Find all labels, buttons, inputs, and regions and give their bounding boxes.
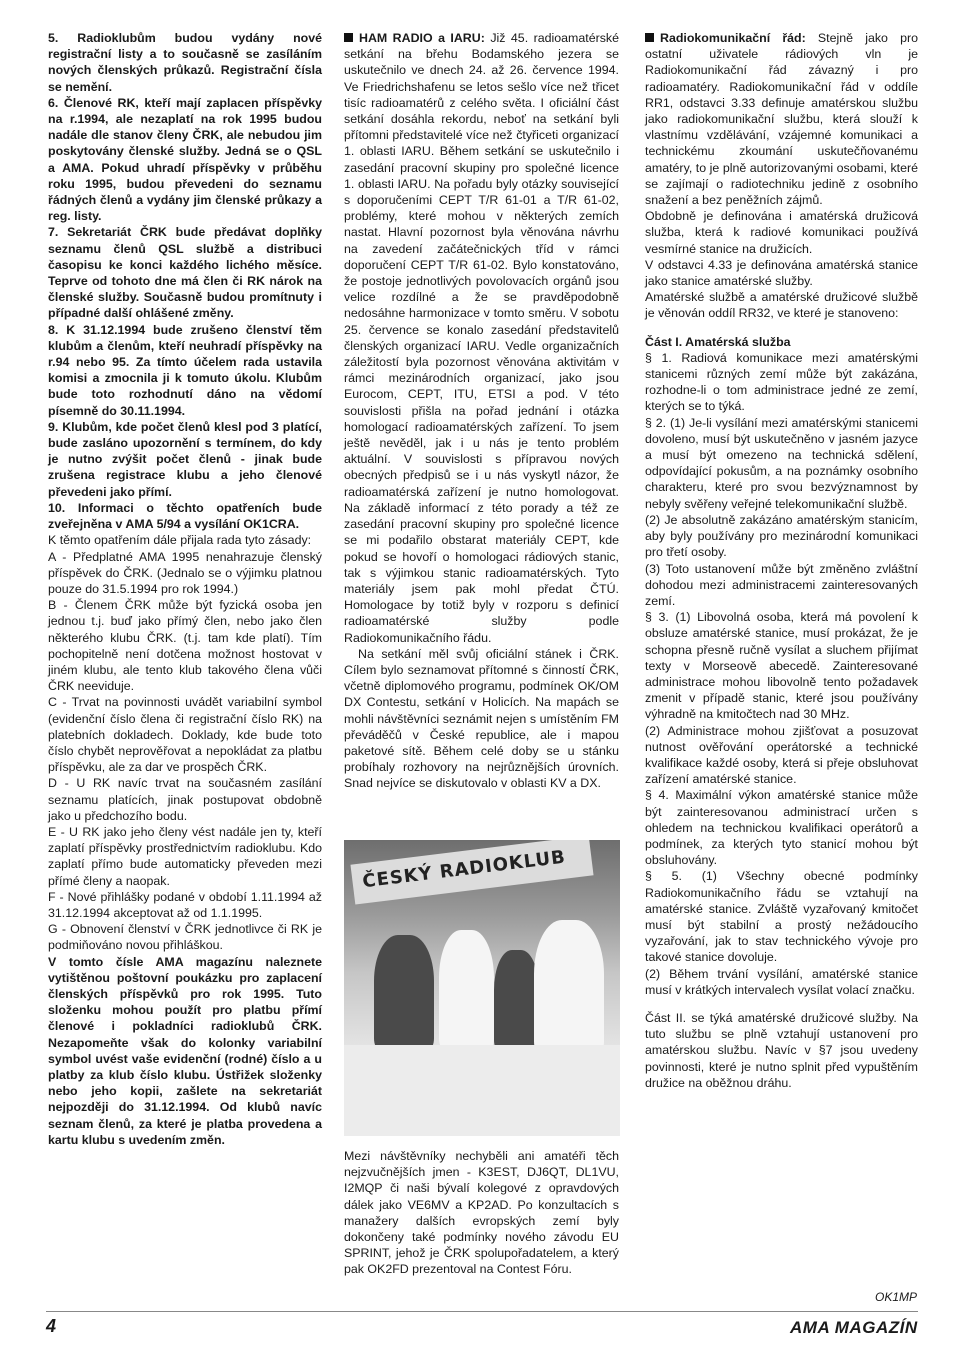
ham-radio-para-1: Již 45. radioamatérské setkání na břehu Bodamského jezera se uskutečnilo ve dnech 24. až 26. července 1994. Ve Friedrichshafenu se letos sešlo více než třicet tisíc radioamatérů z celého světa. I oficiální část setkání dosáhla rekordu, neboť na setkání byli přítomni představitelé více než čtyřiceti organizací 1. oblasti IARU. Během setkání se uskutečnilo i zasedání pracovní skupiny pro společné licence 1. oblasti IARU. Na pořadu byly otázky související s doporučeními CEPT T/R 61-01 a T/R 61-02, problémy, které mohou v některých zemích nastat. Hlavní pozornost byla věnována návrhu na zavedení začátečnických tříd v rámci doporučení CEPT T/R 61-02. Bylo konstatováno, že postoje jednotlivých povolovacích orgánů jsou velice rozdílné a že se pravděpodobně nedosáhne harmonizace v tomto směru. V sobotu 25. července se konalo zasedání představitelů členských organizací IARU. Vedle organizačních záležitostí byla pozornost věnována aktivitám v rámci mezinárodních organizací, jako jsou Eurocom, CEPT, ITU, ETSI a pod. V této souvislosti přišla na pořad jednání i otázka homologací radioamatérských zařízení. To jsem ještě nevěděl, jak i u nás je tento problém aktuální. V souvislosti s přípravou nových obecných předpisů se i u nás vyskytl názor, že radioamatérská zařízení je nutno homologovat. Na základě informací z této porady a též ze zasedání pracovní skupiny pro společné licence se mi podařilo obstarat materiály CEPT, kde pokud se hovoří o homologaci rádiových stanic, tak s výjimkou stanic radioamatérských. Tyto materiály jsem pak mohl předat ČTÚ. Homologace by totiž byly v rozporu s definicí radioamatérské služby podle Radiokomunikačního řádu. xyxy=(344,31,619,645)
column-middle xyxy=(344,30,619,792)
rr-heading: Radiokomunikační řád: xyxy=(660,31,806,45)
col1-paragraph: V tomto čísle AMA magazínu naleznete vytištěnou poštovní poukázku pro zaplacení členských příspěvků pro rok 1995. Tuto složenku mohou použít pro platbu přímí členové i pokladníci radioklubů ČRK. Nezapomeňte však do kolonky variabilní symbol uvést vaše evidenční (rodné) číslo a u platby za klub číslo klubu. Ústřižek složenky nebo jeho kopii, zašlete na sekretariát nejpozději do 31.12.1994. Od klubů navíc seznam členů, za které je platba provedena a kartu klubu s uvedením změn. xyxy=(48,954,322,1147)
footer-rule xyxy=(46,1311,918,1312)
col1-paragraph: 10. Informaci o těchto opatřeních bude zveřejněna v AMA 5/94 a vysílání OK1CRA. xyxy=(48,500,322,532)
rr-paragraph: § 3. (1) Libovolná osoba, která má povolení k obsluze amatérské stanice, musí prokázat, že je schopna přesně ručně vysílat a sluchem přijímat texty v Morseově abecedě. Zainteresované administrace mohou libovolně tento požadavek zmenit v případě stanic, které jsou používány výhradně na kmitočtech nad 30 MHz. xyxy=(645,610,918,722)
col1-paragraph: 7. Sekretariát ČRK bude předávat doplňky seznamu členů QSL službě a distribuci časopisu ke konci každého lichého měsíce. Teprve od tohoto dne má člen či RK nárok na členské služby. Současně budou promítnuty i případné další ohlášené změny. xyxy=(48,225,322,321)
column-left xyxy=(48,30,322,1148)
ham-radio-para-2: Na setkání měl svůj oficiální stánek i ČRK. Cílem bylo seznamovat přítomné s činností ČRK, včetně diplomového programu, podmínek OK/OM DX Contestu, setkání v Holicích. Na mapách se mohli návštěvníci seznámit nejen s umístěním FM převáděčů v České republice, ale i mapou paketové sítě. Během celé doby se u stánku probíhaly rozhovory na nejrůznějších úrovních. Snad nejvíce se diskutovalo v oblasti KV a DX. xyxy=(344,646,619,791)
col1-paragraph: K těmto opatřením dále přijala rada tyto zásady: xyxy=(48,533,312,548)
col1-paragraph: C - Trvat na povinnosti uvádět variabilní symbol (evidenční číslo člena či registrační číslo RK) na platebních dokladech. Doklady, kde bude toto číslo chybět neprověřovat a nepokládat za platbu příspěvku, ale za dar ve prospěch ČRK. xyxy=(48,695,322,775)
ham-radio-heading: HAM RADIO a IARU: xyxy=(359,31,485,45)
rr-paragraph: Část II. se týká amatérské družicové služby. Na tuto službu se plně vztahují ustanovení pro amatérskou službu. Navíc v §7 jsou uvedeny povinnosti, které je nutno splnit před vypuštěním družice na oběžnou dráhu. xyxy=(645,1010,918,1090)
col1-paragraph: 9. Klubům, kde počet členů klesl pod 3 platící, bude zasláno upozornění s termínem, do kdy je nutno zvýšit počet členů - jinak bude zrušena registrace klubu a jeho členové převedeni jako přímí. xyxy=(48,419,322,499)
rr-paragraph: § 1. Radiová komunikace mezi amatérskými stanicemi různých zemí může být zakázána, rozhodne-li o tom administrace jedné ze zemí, kterých se to týká. xyxy=(645,350,918,414)
col1-paragraph: A - Předplatné AMA 1995 nenahrazuje členský příspěvek do ČRK. (Jednalo se o výjimku platnou pouze do 31.5.1994 pro rok 1994.) xyxy=(48,549,322,596)
col1-paragraph: 6. Členové RK, kteří mají zaplacen příspěvky na r.1994, ale nezaplatí na rok 1995 budou nadále dle stanov členy ČRK, ale nebudou jim poskytovány členské služby. Jedná se o QSL a AMA. Pokud uhradí příspěvky v průběhu roku 1995, budou převedeni do seznamu řádných členů a vydány jim členské průkazy a reg. listy. xyxy=(48,95,322,224)
col1-paragraph: 5. Radioklubům budou vydány nové registrační listy a to současně se zasíláním nových členských průkazů. Registrační čísla se nemění. xyxy=(48,31,322,94)
rr-paragraph: (2) Během trvání vysílání, amatérské stanice musí v krátkých intervalech vysílat volací značku. xyxy=(645,966,918,997)
rr-paragraph: Obdobně je definována i amatérská družicová služba, která k radiové komunikaci používá vesmírné stanice na družicích. xyxy=(645,209,918,256)
page-number: 4 xyxy=(46,1316,57,1336)
col1-paragraph: F - Nové přihlášky podané v období 1.11.1994 až 31.12.1994 akceptovat až od 1.1.1995. xyxy=(48,889,322,920)
col1-paragraph: 8. K 31.12.1994 bude zrušeno členství těm klubům a členům, kteří neuhradí příspěvky na r.94 nebo 95. Za tímto účelem rada ustavila komisi a zmocnila ji k tomuto úkolu. Klubům bude toto rozhodnutí dáno na vědomí písemně do 30.11.1994. xyxy=(48,322,322,418)
rr-intro xyxy=(645,30,918,208)
rr-paragraph: (3) Toto ustanovení může být změněno zvláštní dohodou mezi administracemi zainteresovaných zemí. xyxy=(645,561,918,608)
rr-paragraph: § 2. (1) Je-li vysílání mezi amatérskými stanicemi dovoleno, musí být uskutečněno v jasném jazyce a musí být omezeno na technická sdělení, odpovídající pokusům, a na poznámky osobního charakteru, které pro svou bezvýznamnost by nebyly svěřeny veřejné telekomunikační službě. xyxy=(645,415,918,511)
booth-photo xyxy=(344,840,620,1136)
col1-paragraph: E - U RK jako jeho členy vést nadále jen ty, kteří zaplatí příspěvky prostřednictvím radioklubu. Kdo zaplatí přímo bude automaticky převeden mezi přímé členy a naopak. xyxy=(48,824,322,888)
col1-paragraph: B - Členem ČRK může být fyzická osoba jen jednou t.j. buď jako přímý člen, nebo jako člen některého klubu ČRK. (t.j. tam kde platí). Tím pochopitelně není dotčena možnost hostovat v jiném klubu, ale tento klub takového člena vůči ČRK neeviduje. xyxy=(48,598,322,694)
rr-intro-text: Stejně jako pro ostatní uživatele rádiových vln je Radiokomunikační řád závazný i pro radioamatéry. Radiokomunikační řád v oddíle RR1, odstavci 3.33 definuje amatérskou službu jako radiokomunikační službu, která slouží k vlastnímu vzdělávání, vzájemné komunikaci a technickému zkoumání uskutečňovanému amatéry, to je plně autorizovanými osobami, které se zajímají o radiotechniku jedině z osobního snažení a bez peněžních zájmů. xyxy=(645,31,918,208)
magazine-name: AMA MAGAZÍN xyxy=(790,1318,918,1337)
rr-paragraph: (2) Administrace mohou zjišťovat a posuzovat nutnost ověřování operátorské a technické kvalifikace každé osoby, která si přeje obsluhovat zařízení amatérské stanice. xyxy=(645,723,918,787)
col1-paragraph: D - U RK navíc trvat na současném zasílání seznamu platících, jinak postupovat obdobně jako u předchozího bodu. xyxy=(48,776,322,823)
square-bullet-icon xyxy=(344,33,353,42)
rr-paragraph: § 5. (1) Všechny obecné podmínky Radiokomunikačního řádu se vztahují na amatérské stanice. Zvláště vyzařovaný kmitočet musí být stabilní a prostý nežádoucího vyzařování, jak to stav technického vývoje pro takové stanice dovoluje. xyxy=(645,869,918,965)
rr-paragraph: (2) Je absolutně zakázáno amatérským stanicím, aby byly používány pro mezinárodní komunikaci pro třetí osoby. xyxy=(645,512,918,560)
photo-caption: Mezi návštěvníky nechyběli ani amatéři těch nejzvučnějších jmen - K3EST, DJ6QT, DL1VU, I2MQP či naši bývalí kolegové z opravdových dálek jako VE6MV a KP2AD. Po konzultacích s manažery dalších evropských zemí byly dokončeny také podmínky nového závodu EU SPRINT, jehož je ČRK spolupořadatelem, a který pak OK2FD prezentoval na Contest Fóru. xyxy=(344,1149,619,1277)
rr-section-heading: Část I. Amatérská služba xyxy=(645,334,791,349)
rr-paragraph: Amatérské službě a amatérské družicové službě je věnován oddíl RR32, ve které je stanoveno: xyxy=(645,290,918,321)
ham-radio-article xyxy=(344,30,619,646)
square-bullet-icon xyxy=(645,33,654,42)
rr-paragraph: § 4. Maximální výkon amatérské stanice může být zainteresovanou administrací určen s ohledem na technickou kvalifikaci operátorů a podmínek, za kterých tyto stanicí mohou být obsluhovány. xyxy=(645,788,918,868)
photo-banner: ČESKÝ RADIOKLUB xyxy=(350,840,593,904)
rr-paragraph: V odstavci 4.33 je definována amatérská stanice jako stanice amatérské služby. xyxy=(645,257,918,289)
column-right xyxy=(645,30,918,1091)
col1-paragraph: G - Obnovení členství v ČRK jednotlivce či RK je podmiňováno novou přihláškou. xyxy=(48,922,322,953)
author-signature: OK1MP xyxy=(875,1290,918,1304)
